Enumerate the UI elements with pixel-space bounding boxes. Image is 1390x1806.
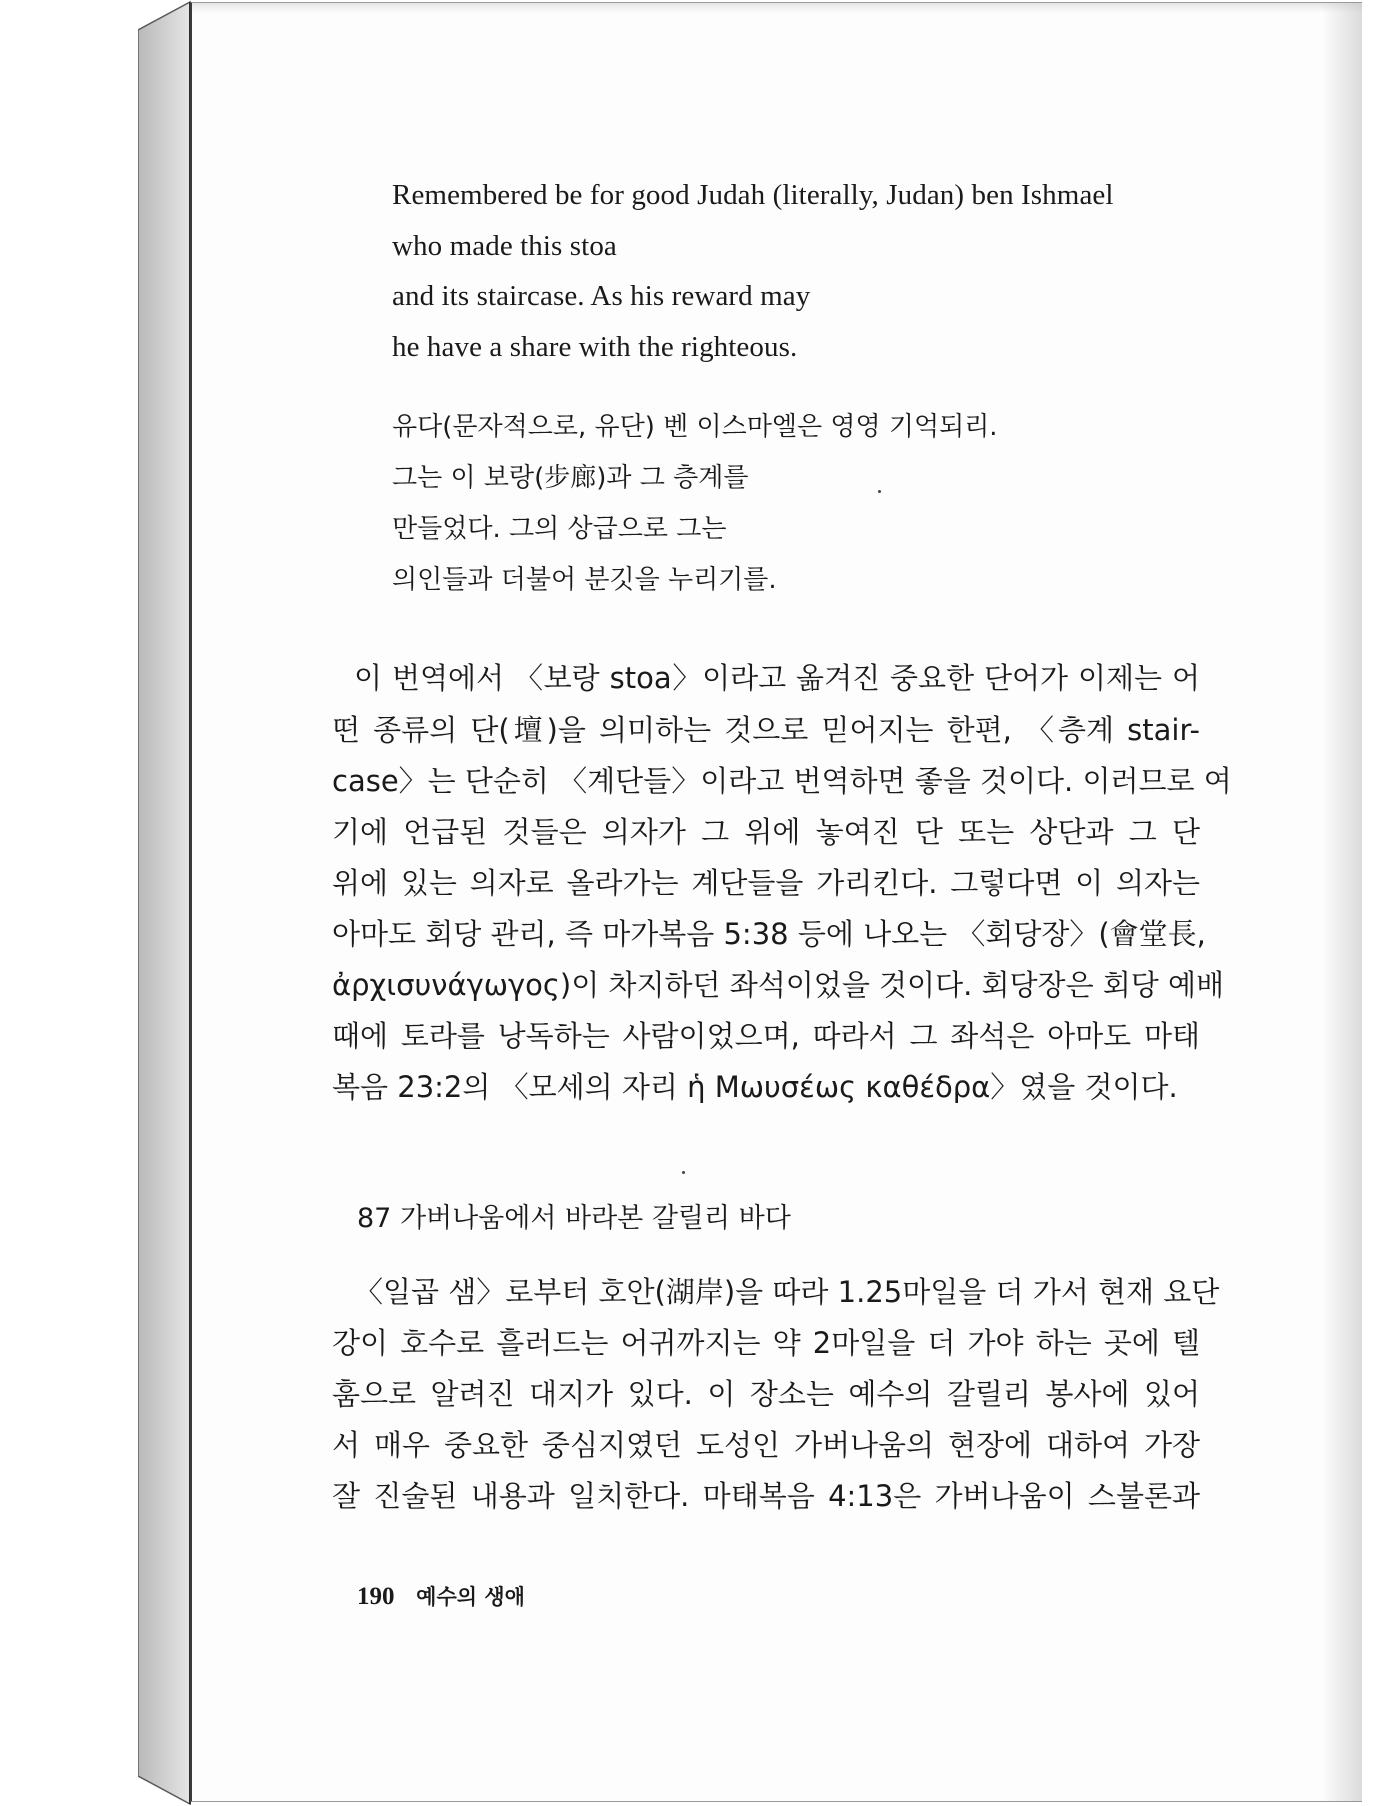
quote-en-line: and its staircase. As his reward may <box>392 280 811 312</box>
paragraph-line: 위에 있는 의자로 올라가는 계단들을 가리킨다. 그렇다면 이 의자는 <box>332 866 1200 900</box>
page-footer <box>357 1581 525 1611</box>
section-heading: 87 가버나움에서 바라본 갈릴리 바다 <box>357 1203 791 1234</box>
paragraph-line: 훔으로 알려진 대지가 있다. 이 장소는 예수의 갈릴리 봉사에 있어 <box>332 1377 1200 1411</box>
paragraph-line: 잘 진술된 내용과 일치한다. 마태복음 4:13은 가버나움이 스불론과 <box>332 1479 1200 1513</box>
quote-en-line: he have a share with the righteous. <box>392 331 798 363</box>
paragraph-line: 기에 언급된 것들은 의자가 그 위에 놓여진 단 또는 상단과 그 단 <box>332 815 1200 849</box>
paragraph-line: 때에 토라를 낭독하는 사람이었으며, 따라서 그 좌석은 아마도 마태 <box>332 1019 1200 1053</box>
paragraph-line: 〈일곱 샘〉로부터 호안(湖岸)을 따라 1.25마일을 더 가서 현재 요단 <box>354 1275 1220 1309</box>
page-number: 190 <box>357 1583 395 1610</box>
page-content <box>192 3 1364 1803</box>
paragraph-line: 복음 23:2의 〈모세의 자리 ἡ Μωυσέως καθέδρα〉였을 것이다. <box>332 1070 1178 1104</box>
quote-ko-line: 만들었다. 그의 상급으로 그는 <box>392 514 727 544</box>
quote-ko-line: 유다(문자적으로, 유단) 벤 이스마엘은 영영 기억되리. <box>392 412 998 442</box>
scan-speck <box>682 1171 685 1174</box>
paragraph-line: 서 매우 중요한 중심지였던 도성인 가버나움의 현장에 대하여 가장 <box>332 1428 1200 1462</box>
paragraph-line: ἀρχισυνάγωγος)이 차지하던 좌석이었을 것이다. 회당장은 회당 예배 <box>332 968 1225 1002</box>
scan-speck <box>878 490 881 493</box>
running-title: 예수의 생애 <box>416 1585 525 1609</box>
book-spine <box>138 0 192 1806</box>
paragraph-line: 떤 종류의 단(壇)을 의미하는 것으로 믿어지는 한편, 〈층계 stair- <box>332 713 1200 747</box>
paragraph-line: case〉는 단순히 〈계단들〉이라고 번역하면 좋을 것이다. 이러므로 여 <box>332 764 1232 798</box>
page-sheet <box>190 2 1362 1802</box>
quote-en-line: Remembered be for good Judah (literally, Judan) ben Ishmael <box>392 179 1114 211</box>
paragraph-line: 강이 호수로 흘러드는 어귀까지는 약 2마일을 더 가야 하는 곳에 텔 <box>332 1326 1200 1360</box>
quote-ko-line: 그는 이 보랑(步廊)과 그 층계를 <box>392 463 749 493</box>
quote-ko-line: 의인들과 더불어 분깃을 누리기를. <box>392 565 777 595</box>
paragraph-line: 이 번역에서 〈보랑 stoa〉이라고 옮겨진 중요한 단어가 이제는 어 <box>354 661 1200 695</box>
quote-en-line: who made this stoa <box>392 230 617 262</box>
paragraph-line: 아마도 회당 관리, 즉 마가복음 5:38 등에 나오는 〈회당장〉(會堂長, <box>332 917 1206 951</box>
